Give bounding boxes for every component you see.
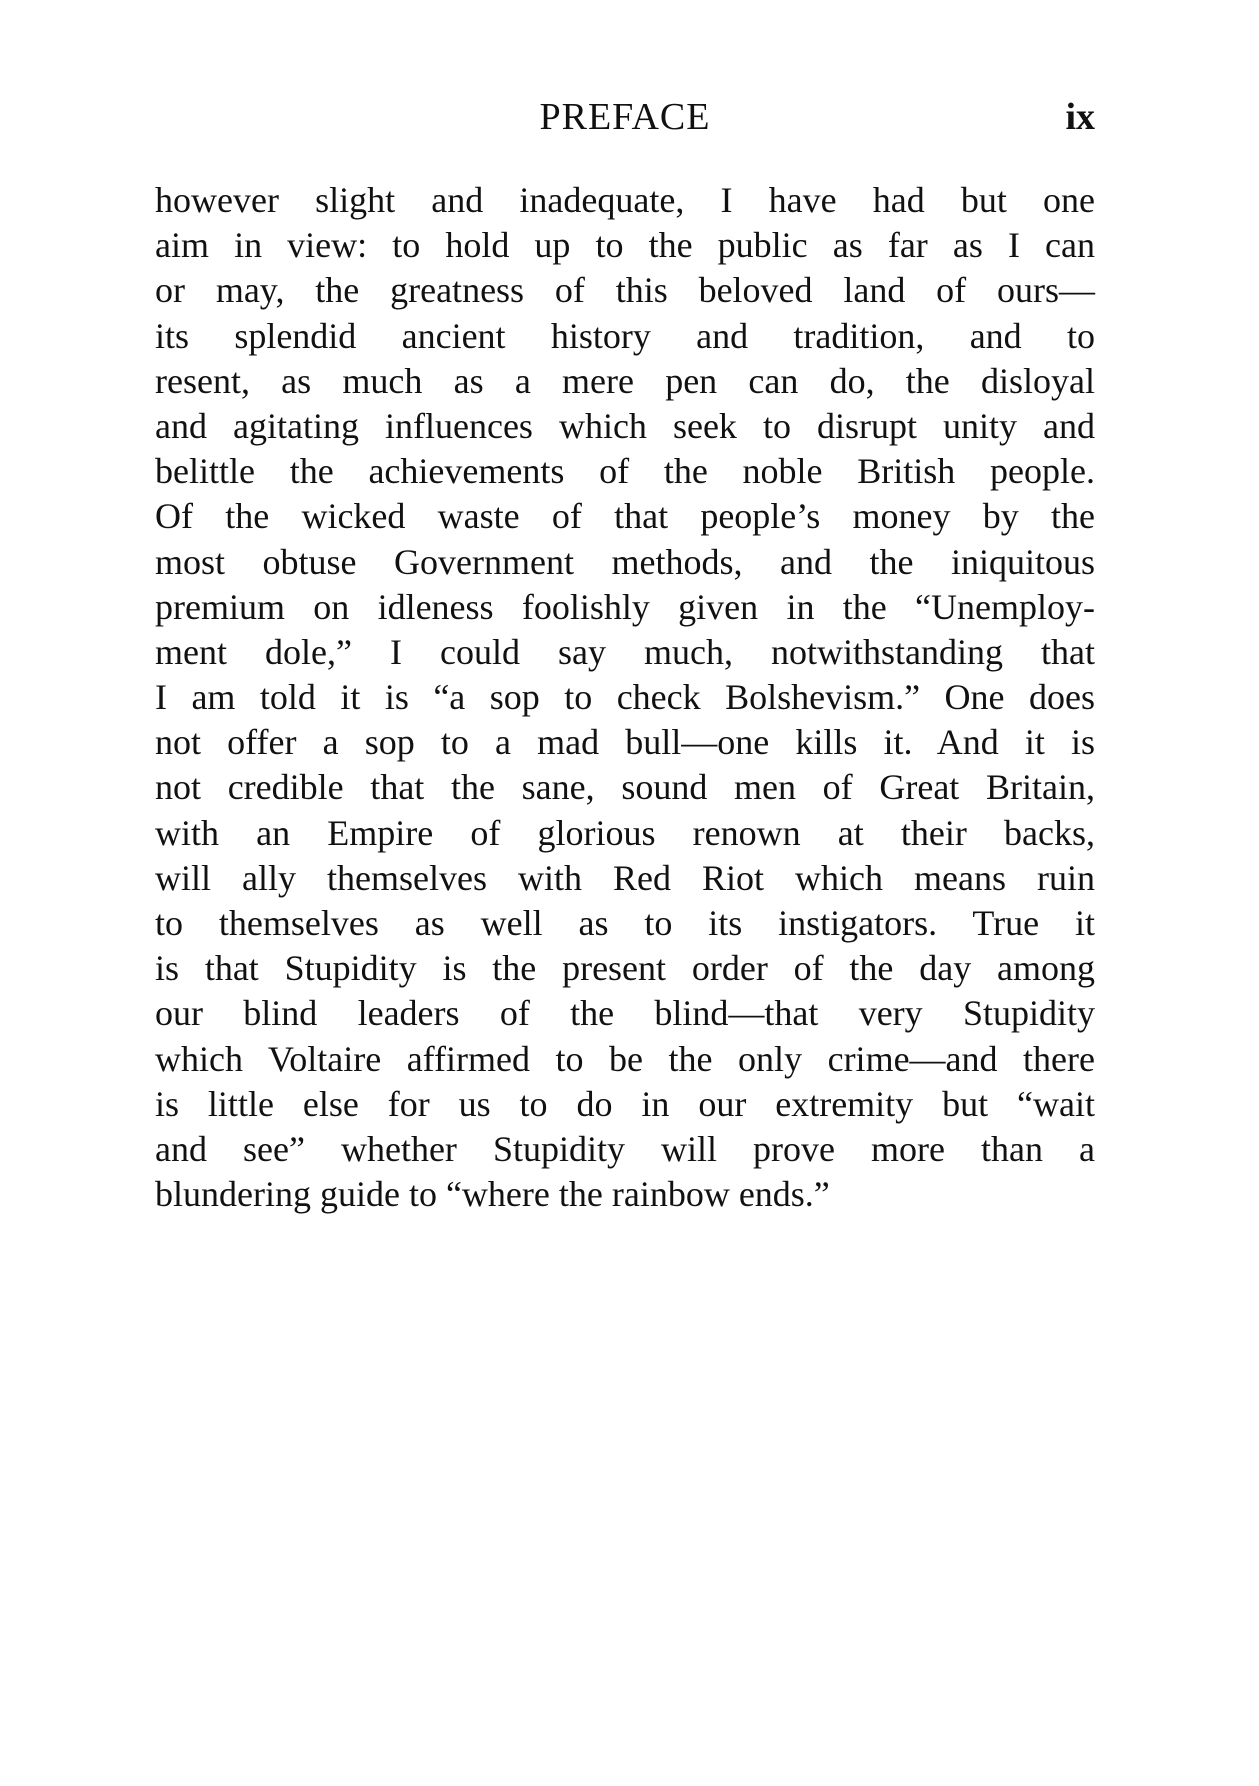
text-line: is little else for us to do in our extremity but “wait [155,1083,1095,1124]
text-line: with an Empire of glorious renown at their backs, [155,812,1095,853]
text-line: blundering guide to “where the rainbow ends.” [155,1174,830,1215]
text-line: aim in view: to hold up to the public as far as I can [155,225,1095,266]
running-title: PREFACE [539,96,711,138]
text-line: premium on idleness foolishly given in the “Unemploy- [155,586,1095,627]
text-line: will ally themselves with Red Riot which means ruin [155,857,1095,898]
text-line: belittle the achievements of the noble British people. [155,451,1095,492]
text-line: is that Stupidity is the present order of the day among [155,948,1095,989]
text-line: and agitating influences which seek to disrupt unity and [155,405,1095,446]
text-line: our blind leaders of the blind—that very Stupidity [155,993,1095,1034]
text-line: however slight and inadequate, I have had but one [155,180,1095,220]
text-line: most obtuse Government methods, and the iniquitous [155,541,1095,582]
text-line: ment dole,” I could say much, notwithstanding that [155,631,1095,672]
text-line: I am told it is “a sop to check Bolshevism.” One does [155,677,1095,718]
running-head [155,92,1095,142]
text-line: not credible that the sane, sound men of Great Britain, [155,767,1095,808]
text-line: Of the wicked waste of that people’s money by the [155,496,1095,537]
text-line: to themselves as well as to its instigators. True it [155,903,1095,943]
body-paragraph [155,178,1095,1217]
text-line: and see” whether Stupidity will prove more than a [155,1128,1095,1169]
text-line: which Voltaire affirmed to be the only crime—and there [155,1038,1095,1079]
page-number: ix [1065,96,1095,138]
text-line: its splendid ancient history and tradition, and to [155,315,1095,356]
text-line: resent, as much as a mere pen can do, the disloyal [155,360,1095,401]
text-line: or may, the greatness of this beloved land of ours— [155,270,1095,311]
text-line: not offer a sop to a mad bull—one kills it. And it is [155,722,1095,763]
